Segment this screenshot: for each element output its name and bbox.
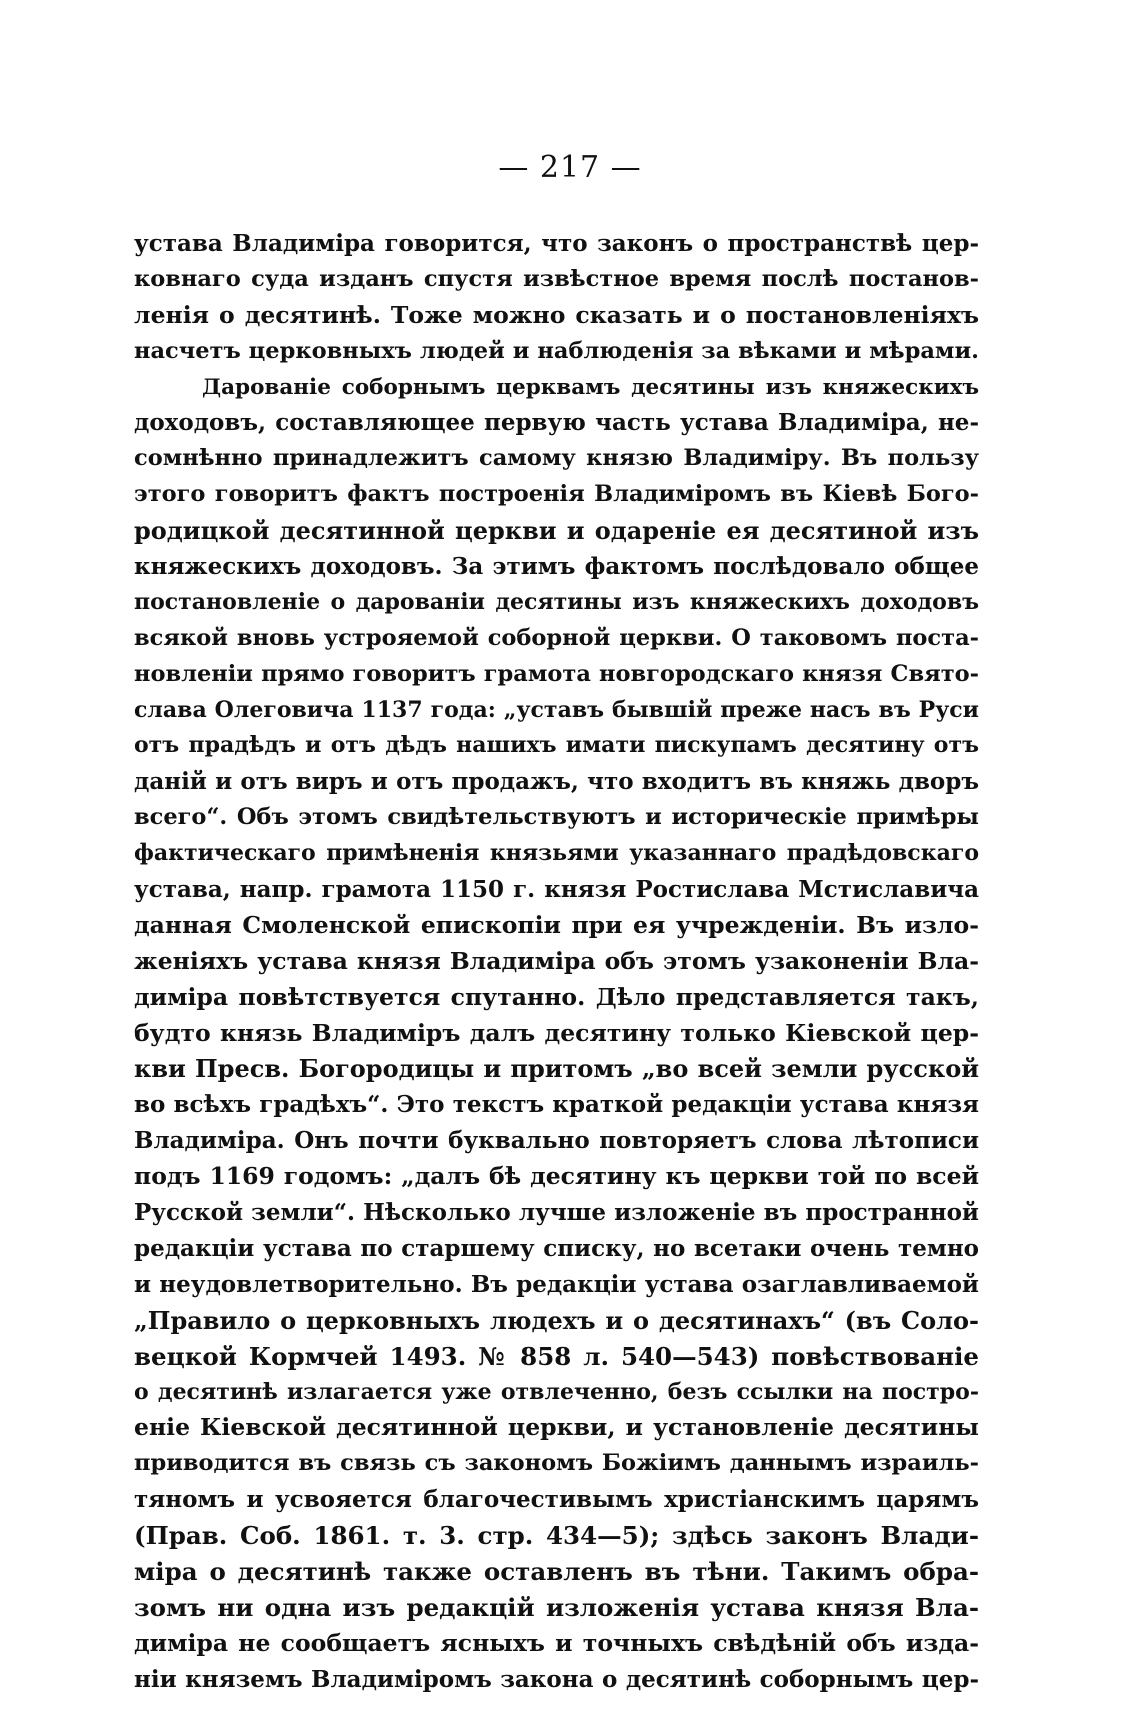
text-line: данная Смоленской епископіи при ея учрежденіи. Въ изло- [134,910,979,939]
text-line: этого говоритъ фактъ построенія Владиміромъ въ Кіевѣ Бого- [134,481,979,508]
text-line: міра о десятинѣ также оставленъ въ тѣни. Такимъ обра- [134,1556,979,1586]
text-line: будто князь Владиміръ далъ десятину только Кіевской цер- [134,1018,979,1047]
text-line: зомъ ни одна изъ редакцій изложенія устава князя Вла- [134,1592,979,1622]
text-line: княжескихъ доходовъ. За этимъ фактомъ послѣдовало общее [134,553,979,581]
text-line: устава Владиміра говорится, что законъ о пространствѣ цер- [134,230,979,257]
text-line: доходовъ, составляющее первую часть устава Владиміра, не- [134,409,979,437]
text-line: родицкой десятинной церкви и одареніе ея десятиной изъ [134,516,979,546]
text-line: постановленіе о дарованіи десятины изъ княжескихъ доходовъ [134,588,979,615]
text-line: отъ прадѣдъ и отъ дѣдъ нашихъ имати пискупамъ десятину отъ [134,732,979,759]
text-line: насчетъ церковныхъ людей и наблюденія за вѣками и мѣрами. [134,337,979,364]
text-line: (Прав. Соб. 1861. т. 3. стр. 434—5); здѣсь законъ Влади- [134,1521,979,1551]
text-line: слава Олеговича 1137 года: „уставъ бывшій преже насъ въ Руси [134,696,979,723]
text-line: диміра повѣтствуется спутанно. Дѣло представляется такъ, [134,982,979,1011]
text-line: еніе Кіевской десятинной церкви, и установленіе десятины [134,1413,979,1442]
text-line: ленія о десятинѣ. Тоже можно сказать и о постановленіяхъ [134,300,979,329]
text-line: о десятинѣ излагается уже отвлеченно, безъ ссылки на постро- [134,1378,979,1405]
text-line: во всѣхъ градѣхъ“. Это текстъ краткой редакціи устава князя [134,1091,979,1119]
page-number: — 217 — [498,150,642,185]
text-line: Владиміра. Онъ почти буквально повторяетъ слова лѣтописи [134,1127,979,1155]
text-line: всего“. Объ этомъ свидѣтельствуютъ и историческіе примѣры [134,804,979,831]
text-line: устава, напр. грамота 1150 г. князя Ростислава Мстиславича [134,876,979,904]
body-text [134,226,979,1698]
text-line: редакціи устава по старшему списку, но всетаки очень темно [134,1234,979,1262]
text-line: сомнѣнно принадлежитъ самому князю Владиміру. Въ пользу [134,445,979,472]
text-line: „Правило о церковныхъ людехъ и о десятинахъ“ (въ Соло- [134,1305,979,1335]
text-line: всякой вновь устрояемой соборной церкви. О таковомъ поста- [134,624,979,651]
text-line: даній и отъ виръ и отъ продажъ, что входитъ въ княжь дворъ [134,768,979,796]
text-line: Дарованіе соборнымъ церквамъ десятины изъ княжескихъ [202,374,979,400]
text-line: новленіи прямо говоритъ грамота новгородскаго князя Свято- [134,660,979,687]
text-line: подъ 1169 годомъ: „далъ бѣ десятину къ церкви той по всей [134,1162,979,1191]
text-line: Русской земли“. Нѣсколько лучше изложеніе въ пространной [134,1199,979,1227]
text-line: ніи княземъ Владиміромъ закона о десятинѣ соборнымъ цер- [134,1665,979,1693]
text-line: ковнаго суда изданъ спустя извѣстное время послѣ постанов- [134,265,979,292]
text-line: кви Пресв. Богородицы и притомъ „во всей земли русской [134,1054,979,1084]
text-line: и неудовлетворительно. Въ редакціи устава озаглавливаемой [134,1270,979,1298]
text-line: тяномъ и усвояется благочестивымъ христіанскимъ царямъ [134,1486,979,1514]
text-line: приводится въ связь съ закономъ Божіимъ даннымъ израиль- [134,1450,979,1477]
text-line: диміра не сообщаетъ ясныхъ и точныхъ свѣдѣній объ изда- [134,1628,979,1657]
text-line: женіяхъ устава князя Владиміра объ этомъ узаконеніи Вла- [134,946,979,975]
text-line: вецкой Кормчей 1493. № 858 л. 540—543) повѣствованіе [134,1341,979,1371]
text-line: фактическаго примѣненія князьями указаннаго прадѣдовскаго [134,840,979,867]
